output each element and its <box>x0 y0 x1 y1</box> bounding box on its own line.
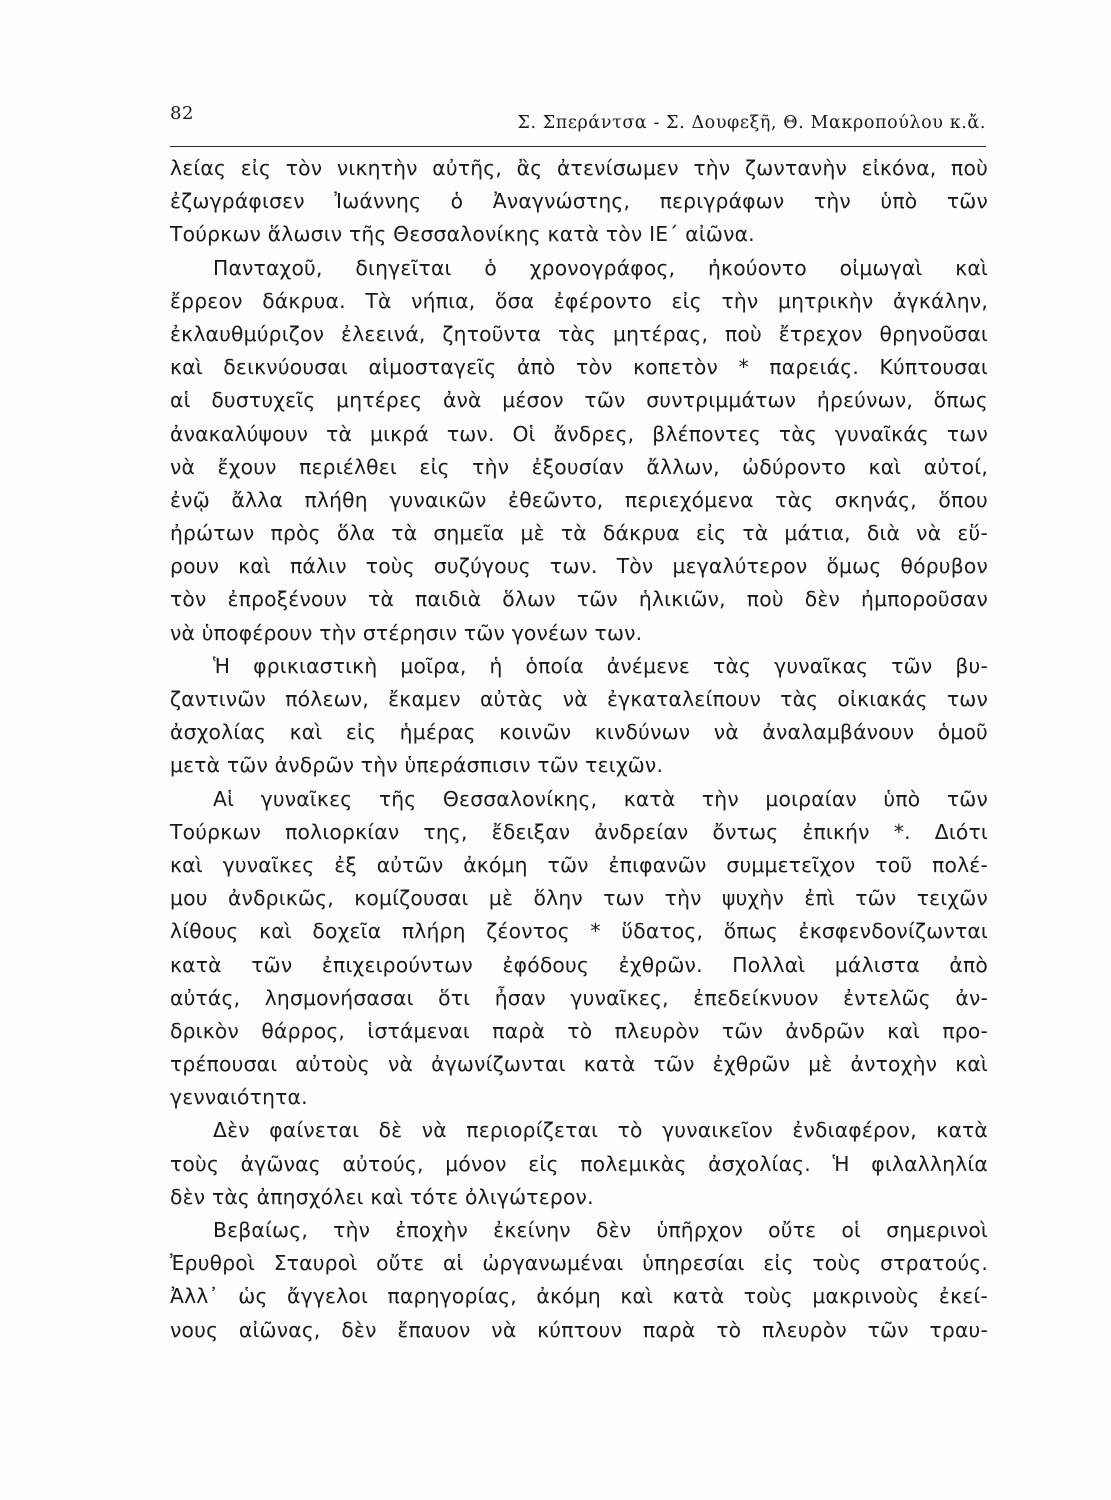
header-rule <box>170 146 986 147</box>
text-line: ἠρώτων πρὸς ὅλα τὰ σημεῖα μὲ τὰ δάκρυα εἰς τὰ μάτια, διὰ νὰ εὕ- <box>170 521 988 546</box>
text-line: ρουν καὶ πάλιν τοὺς συζύγους των. Τὸν μεγαλύτερον ὅμως θόρυβον <box>170 554 988 579</box>
text-line: Πανταχοῦ, διηγεῖται ὁ χρονογράφος, ἠκούοντο οἰμωγαὶ καὶ <box>213 255 988 280</box>
text-line: αὐτάς, λησμονήσασαι ὅτι ἦσαν γυναῖκες, ἐπεδείκνυον ἐντελῶς ἀν- <box>170 985 988 1010</box>
text-line: καὶ δεικνύουσαι αἱμοσταγεῖς ἀπὸ τὸν κοπετὸν * παρειάς. Κύπτουσαι <box>170 355 988 380</box>
text-line: Ἐρυθροὶ Σταυροὶ οὔτε αἱ ὠργανωμέναι ὑπηρεσίαι εἰς τοὺς στρατούς. <box>170 1251 988 1276</box>
text-line: ἐζωγράφισεν Ἰωάννης ὁ Ἀναγνώστης, περιγράφων τὴν ὑπὸ τῶν <box>170 189 988 214</box>
body-text <box>170 152 988 1347</box>
page-header <box>170 103 986 143</box>
text-line: ζαντινῶν πόλεων, ἔκαμεν αὐτὰς νὰ ἐγκαταλείπουν τὰς οἰκιακάς των <box>170 687 988 711</box>
text-line: Δὲν φαίνεται δὲ νὰ περιορίζεται τὸ γυναικεῖον ἐνδιαφέρον, κατὰ <box>213 1118 988 1143</box>
text-line: καὶ γυναῖκες ἐξ αὐτῶν ἀκόμη τῶν ἐπιφανῶν συμμετεῖχον τοῦ πολέ- <box>170 852 988 877</box>
text-line: μετὰ τῶν ἀνδρῶν τὴν ὑπεράσπισιν τῶν τειχῶν. <box>170 753 664 778</box>
text-line: λίθους καὶ δοχεῖα πλήρη ζέοντος * ὕδατος, ὅπως ἐκσφενδονίζωνται <box>170 919 988 944</box>
text-line: Ἀλλ᾿ ὡς ἄγγελοι παρηγορίας, ἀκόμη καὶ κατὰ τοὺς μακρινοὺς ἐκεί- <box>170 1284 988 1309</box>
running-head: Σ. Σπεράντσα - Σ. Δουφεξῆ, Θ. Μακροπούλου κ.ἄ. <box>517 113 986 133</box>
text-line: ἔρρεον δάκρυα. Τὰ νήπια, ὅσα ἐφέροντο εἰς τὴν μητρικὴν ἀγκάλην, <box>170 288 988 313</box>
text-line: Ἡ φρικιαστικὴ μοῖρα, ἡ ὁποία ἀνέμενε τὰς γυναῖκας τῶν βυ- <box>213 653 988 678</box>
page-number: 82 <box>170 103 194 124</box>
text-line: νὰ ὑποφέρουν τὴν στέρησιν τῶν γονέων των. <box>170 620 643 645</box>
text-line: νους αἰῶνας, δὲν ἔπαυον νὰ κύπτουν παρὰ τὸ πλευρὸν τῶν τραυ- <box>170 1317 988 1342</box>
text-line: λείας εἰς τὸν νικητὴν αὐτῆς, ἂς ἀτενίσωμεν τὴν ζωντανὴν εἰκόνα, ποὺ <box>170 156 988 180</box>
text-line: τὸν ἐπροξένουν τὰ παιδιὰ ὅλων τῶν ἡλικιῶν, ποὺ δὲν ἠμποροῦσαν <box>170 587 988 612</box>
text-line: δὲν τὰς ἀπησχόλει καὶ τότε ὀλιγώτερον. <box>170 1184 594 1209</box>
text-line: ἐνῷ ἄλλα πλήθη γυναικῶν ἐθεῶντο, περιεχόμενα τὰς σκηνάς, ὅπου <box>170 487 988 512</box>
text-line: κατὰ τῶν ἐπιχειρούντων ἐφόδους ἐχθρῶν. Πολλαὶ μάλιστα ἀπὸ <box>170 952 988 977</box>
text-line: τρέπουσαι αὐτοὺς νὰ ἀγωνίζωνται κατὰ τῶν ἐχθρῶν μὲ ἀντοχὴν καὶ <box>170 1052 988 1077</box>
text-line: ἐκλαυθμύριζον ἐλεεινά, ζητοῦντα τὰς μητέρας, ποὺ ἔτρεχον θρηνοῦσαι <box>170 321 988 346</box>
text-line: ἀνακαλύψουν τὰ μικρά των. Οἱ ἄνδρες, βλέποντες τὰς γυναῖκάς των <box>170 421 988 446</box>
text-line: Τούρκων πολιορκίαν της, ἔδειξαν ἀνδρείαν ὄντως ἐπικήν *. Διότι <box>170 819 988 844</box>
text-line: αἱ δυστυχεῖς μητέρες ἀνὰ μέσον τῶν συντριμμάτων ἠρεύνων, ὅπως <box>170 388 988 413</box>
text-line: μου ἀνδρικῶς, κομίζουσαι μὲ ὅλην των τὴν ψυχὴν ἐπὶ τῶν τειχῶν <box>170 886 988 911</box>
text-line: Βεβαίως, τὴν ἐποχὴν ἐκείνην δὲν ὑπῆρχον οὔτε οἱ σημερινοὶ <box>213 1218 988 1242</box>
text-line: νὰ ἔχουν περιέλθει εἰς τὴν ἐξουσίαν ἄλλων, ὠδύροντο καὶ αὐτοί, <box>170 454 988 479</box>
text-line: τοὺς ἀγῶνας αὐτούς, μόνον εἰς πολεμικὰς ἀσχολίας. Ἡ φιλαλληλία <box>170 1151 988 1176</box>
text-line: Τούρκων ἅλωσιν τῆς Θεσσαλονίκης κατὰ τὸν ΙΕ΄ αἰῶνα. <box>170 222 755 247</box>
text-line: δρικὸν θάρρος, ἱστάμεναι παρὰ τὸ πλευρὸν τῶν ἀνδρῶν καὶ προ- <box>170 1018 988 1043</box>
text-line: ἀσχολίας καὶ εἰς ἡμέρας κοινῶν κινδύνων νὰ ἀναλαμβάνουν ὁμοῦ <box>170 720 988 745</box>
text-line: γενναιότητα. <box>170 1085 308 1110</box>
text-line: Αἱ γυναῖκες τῆς Θεσσαλονίκης, κατὰ τὴν μοιραίαν ὑπὸ τῶν <box>213 786 988 811</box>
